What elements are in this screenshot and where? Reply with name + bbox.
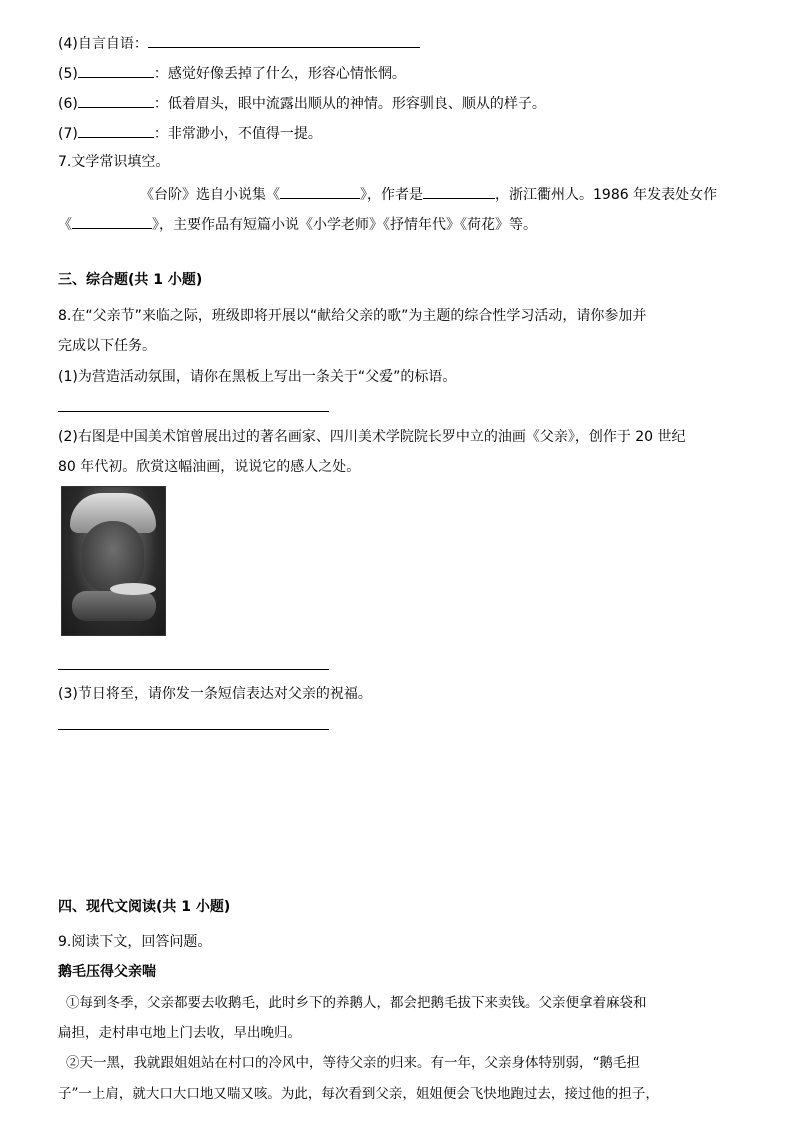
paragraph-2-line-1: ②天一黑，我就跟姐姐站在村口的冷风中，等待父亲的归来。有一年，父亲身体特别弱，“鹅毛担 [66, 1055, 640, 1071]
father-painting-image [61, 486, 166, 636]
vocab-prefix: (7) [58, 126, 78, 142]
question-8-sub-3: (3)节日将至，请你发一条短信表达对父亲的祝福。 [58, 686, 372, 702]
question-7-line-2 [58, 213, 537, 235]
q7-text: 《台阶》选自小说集《 [140, 187, 280, 203]
q7-text: 》，主要作品有短篇小说《小学老师》《抒情年代》《荷花》等。 [152, 217, 537, 233]
vocab-prefix: (4)自言自语： [58, 36, 148, 52]
q7-text: ，浙江衢州人。1986 年发表处女作 [495, 187, 718, 203]
vocab-item-6 [58, 92, 546, 114]
section-4-heading: 四、现代文阅读(共 1 小题) [58, 899, 231, 915]
answer-line-1[interactable] [58, 411, 329, 412]
vocab-item-5 [58, 62, 406, 84]
vocab-prefix: (6) [58, 96, 78, 112]
question-8-sub-2-line-2: 80 年代初。欣赏这幅油画，说说它的感人之处。 [58, 459, 361, 475]
section-3-heading: 三、综合题(共 1 小题) [58, 272, 203, 288]
vocab-definition: ：低着眉头，眼中流露出顺从的神情。形容驯良、顺从的样子。 [153, 96, 546, 112]
question-9-prompt: 9.阅读下文，回答问题。 [58, 934, 212, 950]
answer-blank[interactable] [78, 122, 154, 138]
question-8-line-2: 完成以下任务。 [58, 338, 156, 354]
paragraph-2-line-2: 子”一上肩，就大口大口地又喘又咳。为此，每次看到父亲，姐姐便会飞快地跑过去，接过他的担子， [58, 1086, 659, 1102]
answer-line-2[interactable] [58, 669, 329, 670]
question-8-line-1: 8.在“父亲节”来临之际，班级即将开展以“献给父亲的歌”为主题的综合性学习活动，请你参加并 [58, 308, 647, 324]
vocab-definition: ：感觉好像丢掉了什么，形容心情怅惘。 [153, 66, 406, 82]
answer-blank-author[interactable] [423, 183, 495, 199]
answer-blank[interactable] [78, 92, 154, 108]
question-8-sub-1: (1)为营造活动氛围，请你在黑板上写出一条关于“父爱”的标语。 [58, 369, 457, 385]
answer-line-3[interactable] [58, 729, 329, 730]
vocab-prefix: (5) [58, 66, 78, 82]
q7-text: 《 [58, 217, 72, 233]
answer-blank-debut[interactable] [72, 213, 152, 229]
question-7-title: 7.文学常识填空。 [58, 154, 170, 170]
q7-text: 》，作者是 [360, 187, 423, 203]
answer-blank[interactable] [148, 32, 420, 48]
question-7-line-1 [140, 183, 717, 205]
answer-blank[interactable] [78, 62, 154, 78]
question-8-sub-2-line-1: (2)右图是中国美术馆曾展出过的著名画家、四川美术学院院长罗中立的油画《父亲》，创作于 20 世纪 [58, 429, 686, 445]
vocab-item-7 [58, 122, 322, 144]
paragraph-1-line-1: ①每到冬季，父亲都要去收鹅毛，此时乡下的养鹅人，都会把鹅毛拔下来卖钱。父亲便拿着麻袋和 [66, 995, 647, 1011]
article-title: 鹅毛压得父亲喘 [58, 964, 156, 980]
answer-blank-collection[interactable] [280, 183, 360, 199]
vocab-definition: ：非常渺小，不值得一提。 [153, 126, 322, 142]
paragraph-1-line-2: 扁担，走村串屯地上门去收，早出晚归。 [58, 1025, 301, 1041]
vocab-item-4 [58, 32, 420, 54]
